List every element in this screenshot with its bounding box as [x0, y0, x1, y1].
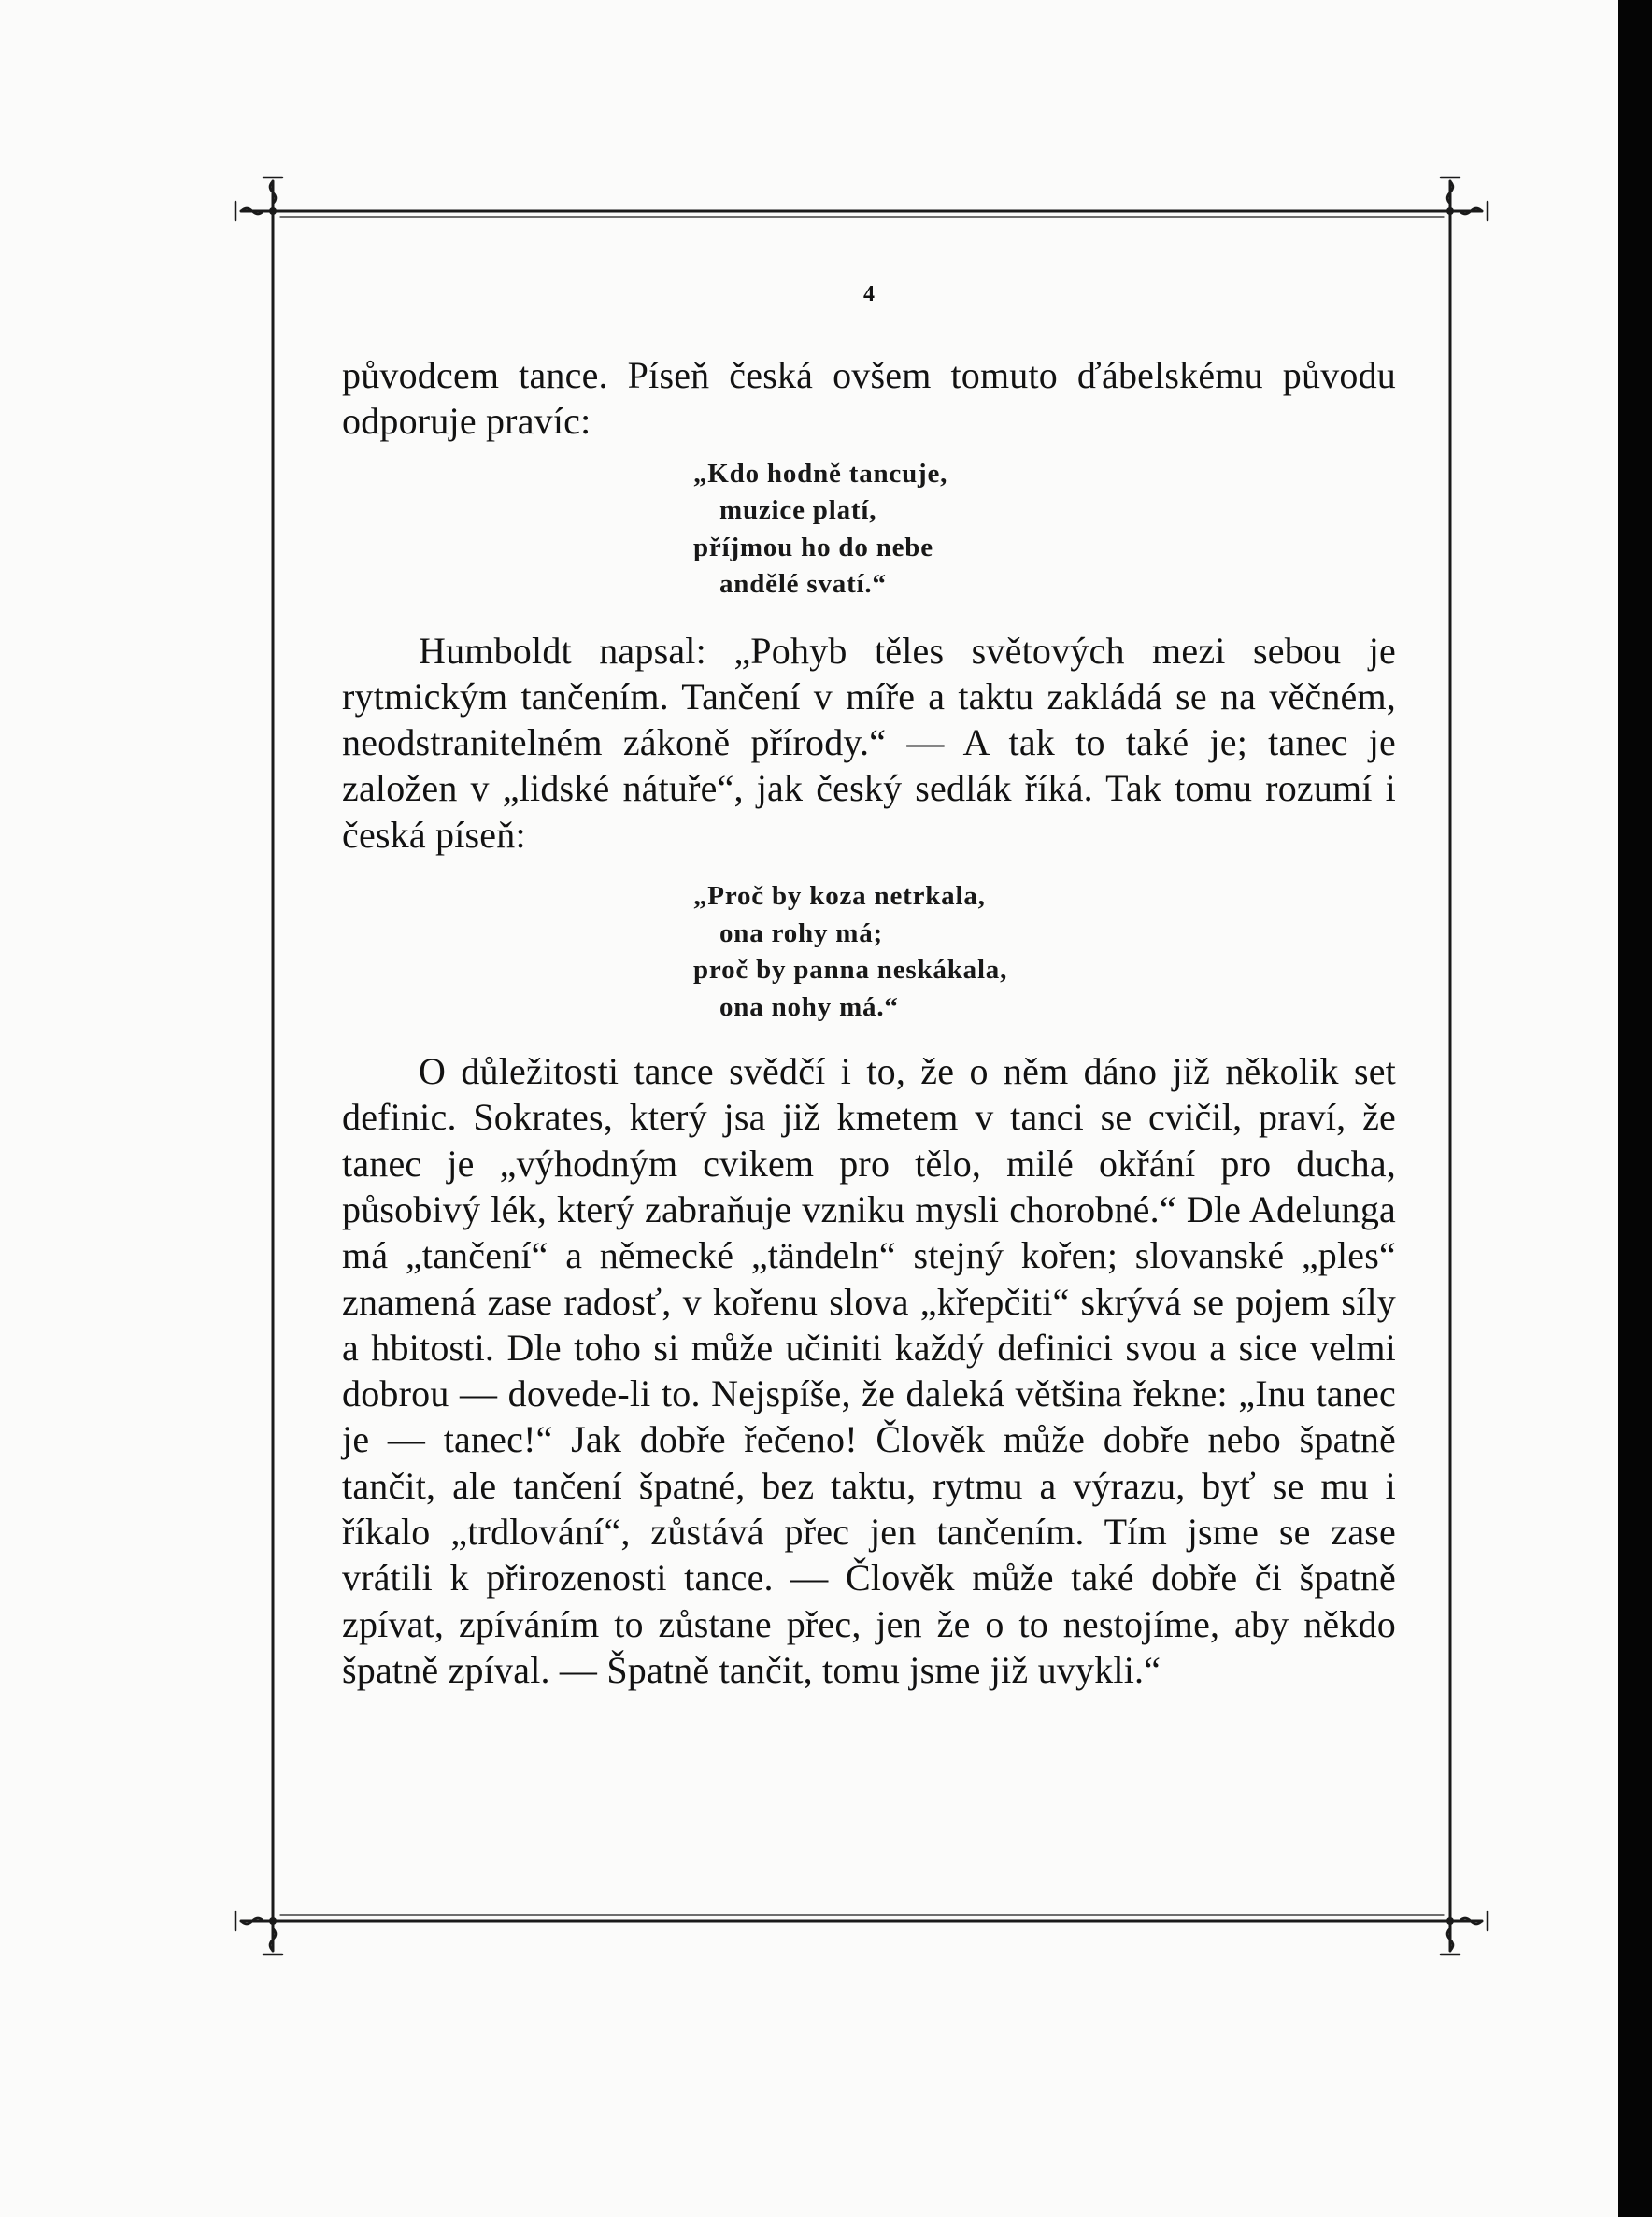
- verse-line: muzice platí,: [719, 495, 877, 526]
- verse-line: andělé svatí.“: [719, 569, 887, 600]
- page-number: 4: [863, 282, 875, 306]
- verse-line: „Proč by koza netrkala,: [693, 881, 986, 912]
- verse-line: ona nohy má.“: [719, 991, 899, 1022]
- verse-line: příjmou ho do nebe: [693, 532, 933, 562]
- verse-line: „Kdo hodně tancuje,: [693, 458, 948, 489]
- verse-1: [342, 456, 1396, 604]
- verse-2: [342, 878, 1396, 1026]
- verse-line: ona rohy má;: [719, 917, 884, 948]
- body-text: [342, 352, 1396, 1693]
- verse-line: proč by panna neskákala,: [693, 955, 1008, 986]
- paragraph-intro: původcem tance. Píseň česká ovšem tomuto ďábelskému původu odporuje pravíc:: [342, 354, 1396, 443]
- paragraph-humboldt: Humboldt napsal: „Pohyb těles světových mezi sebou je rytmickým tančením. Tančení v míře a taktu zakládá se na věčném, neodstranitelném zákoně přírody.“ — A tak to také je; tanec je založen v „lidské nátuře“, jak český sedlák říká. Tak tomu rozumí i česká píseň:: [342, 629, 1396, 856]
- paragraph-definitions: O důležitosti tance svědčí i to, že o něm dáno již několik set definic. Sokrates, který jsa již kmetem v tanci se cvičil, praví, že tanec je „výhodným cvikem pro tělo, milé okřání pro ducha, působivý lék, který zabraňuje vzniku mysli chorobné.“ Dle Adelunga má „tančení“ a německé „tändeln“ stejný kořen; slovanské „ples“ znamená zase radosť, v kořenu slova „křepčiti“ skrývá se pojem síly a hbitosti. Dle toho si může učiniti každý definici svou a sice velmi dobrou — dovede-li to. Nejspíše, že daleká většina řekne: „Inu tanec je — tanec!“ Jak dobře řečeno! Člověk může dobře nebo špatně tančit, ale tančení špatné, bez taktu, rytmu a výrazu, byť se mu i říkalo „trdlování“, zůstává přec jen tančením. Tím jsme se zase vrátili k přirozenosti tance. — Člověk může také dobře či špatně zpívat, zpíváním to zůstane přec, jen že o to nestojíme, aby někdo špatně zpíval. — Špatně tančit, tomu jsme již uvykli.“: [342, 1050, 1396, 1691]
